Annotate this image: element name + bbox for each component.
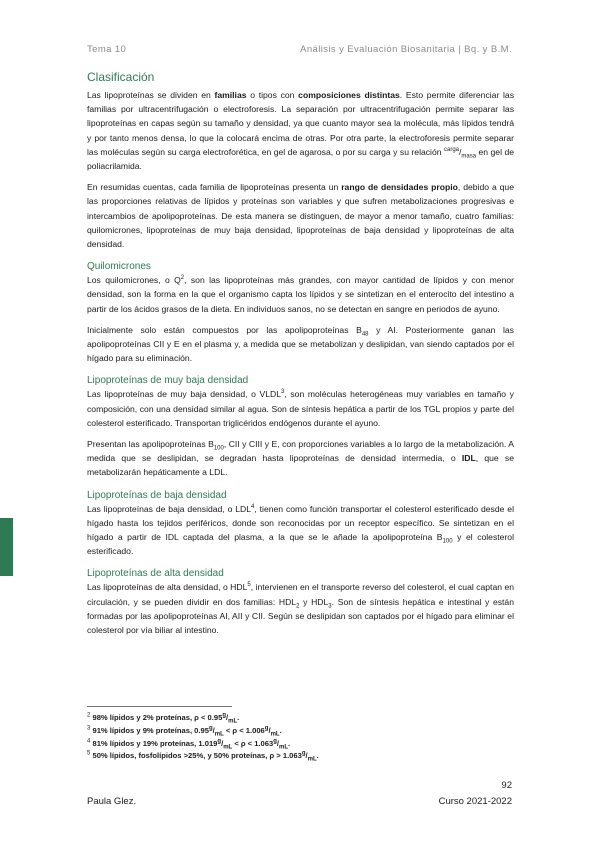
footnote-3: $^3$ 91% lípidos y 9% proteínas, $0.95^g/_{mL} < \rho < 1.006^g/_{mL}$. <box>87 725 282 738</box>
side-tab-marker <box>0 518 13 576</box>
section-title-ldl: Lipoproteínas de baja densidad <box>87 489 227 501</box>
paragraph-quilomicrones-1: Los quilomicrones, o $Q^2$, son las lipoproteínas más grandes, con mayor cantidad de lípidos y con menor densidad, son la forma en la que el organismo capta los lípidos y se sintetizan en el enterocito del intestino a partir de los ácidos grasos de la dieta. En individuos sanos, no se detectan en sangre en periodos de ayuno. <box>87 275 514 314</box>
page-body <box>87 70 514 644</box>
section-title-clasificacion: Clasificación <box>87 70 155 84</box>
paragraph-hdl-1: Las lipoproteínas de alta densidad, o HDL$^5$, intervienen en el transporte reverso del colesterol, el cual captan en circulación, y se pueden dividir en dos familias: $HDL_2$ y $HDL_3$. Son de síntesis hepática e intestinal y están formadas por las apolipoproteínas AI, AII y CII. Según se deslipidan son captados por el hígado para eliminar el colesterol por vía biliar al intestino. <box>87 582 514 636</box>
header-topic: Tema 10 <box>87 44 127 55</box>
footnote-separator <box>87 706 232 707</box>
section-title-vldl: Lipoproteínas de muy baja densidad <box>87 375 249 387</box>
section-title-hdl: Lipoproteínas de alta densidad <box>87 568 224 580</box>
footnotes <box>87 712 319 763</box>
footnote-5: $^5$ 50% lípidos, fosfolípidos >25%, y 50% proteínas, $\rho > 1.063^g/_{mL}$. <box>87 750 319 763</box>
header-course: Análisis y Evaluación Biosanitaria | Bq. y B.M. <box>300 44 512 55</box>
paragraph-ldl-1: Las lipoproteínas de baja densidad, o LDL$^4$, tienen como función transportar el colesterol esterificado desde el hígado hasta los tejidos periféricos, donde son reconocidas por un receptor específico. Se sintetizan en el hígado a partir de IDL captada del plasma, a la que se le añade la apolipoproteína $B_{100}$ y el colesterol esterificado. <box>87 503 514 557</box>
page-number: 92 <box>501 780 512 791</box>
paragraph-vldl-2: Presentan las apolipoproteínas $B_{100}$, CII y CIII y E, con proporciones variables a lo largo de la metabolización. A medida que se deslipidan, se degradan hasta lipoproteínas de densidad intermedia, o IDL, que se metabolizarán hepáticamente a LDL. <box>87 439 515 478</box>
paragraph-vldl-1: Las lipoproteínas de muy baja densidad, o VLDL$^3$, son moléculas heterogéneas muy variables en tamaño y composición, con una densidad similar al agua. Son de síntesis hepática a partir de los TGL propios y parte del colesterol esterificado. Transportan triglicéridos endógenos durante el ayuno. <box>87 389 514 428</box>
paragraph-clasificacion-1: Las lipoproteínas se dividen en familias o tipos con composiciones distintas. Esto permite diferenciar las familias por ultracentrifugación o electroforesis. La separación por ultracentrifugación permite separar las lipoproteínas en capas según su tamaño y densidad, ya que cuanto mayor sea la molécula, más lípidos tendrá y por tanto menos densa, lo que la colocará encima de otras. Por otra parte, la electroforesis permite separar las moléculas según su carga electroforética, en gel de agarosa, o por su carga y su relación $^{carga}/_{masa}$ en gel de poliacrilamida. <box>87 90 515 172</box>
footer-author: Paula Glez. <box>87 796 137 807</box>
paragraph-quilomicrones-2: Inicialmente solo están compuestos por las apolipoproteínas $B_{48}$ y AI. Posteriormente ganan las apolipoproteínas CII y E en el plasma y, a medida que se metabolizan y deslipidan, van siendo captados por el hígado para su eliminación. <box>87 324 514 364</box>
footnote-2: $^2$ 98% lípidos y 2% proteínas, $\rho < 0.95^g/_{mL}$. <box>87 712 240 725</box>
footnote-4: $^4$ 81% lípidos y 19% proteínas, $1.019^g/_{mL} < \rho < 1.063^g/_{mL}$. <box>87 738 291 751</box>
footer-course-year: Curso 2021-2022 <box>438 796 512 807</box>
paragraph-clasificacion-2: En resumidas cuentas, cada familia de lipoproteínas presenta un rango de densidades propio, debido a que las proporciones relativas de lípidos y proteínas son variables y que sufren metabolizaciones progresivas e intercambios de apolipoproteínas. De esta manera se distinguen, de mayor a menor tamaño, cuatro familias: quilomicrones, lipoproteínas de muy baja densidad, lipoproteínas de baja densidad y lipoproteínas de alta densidad. <box>87 182 514 250</box>
section-title-quilomicrones: Quilomicrones <box>87 261 151 273</box>
